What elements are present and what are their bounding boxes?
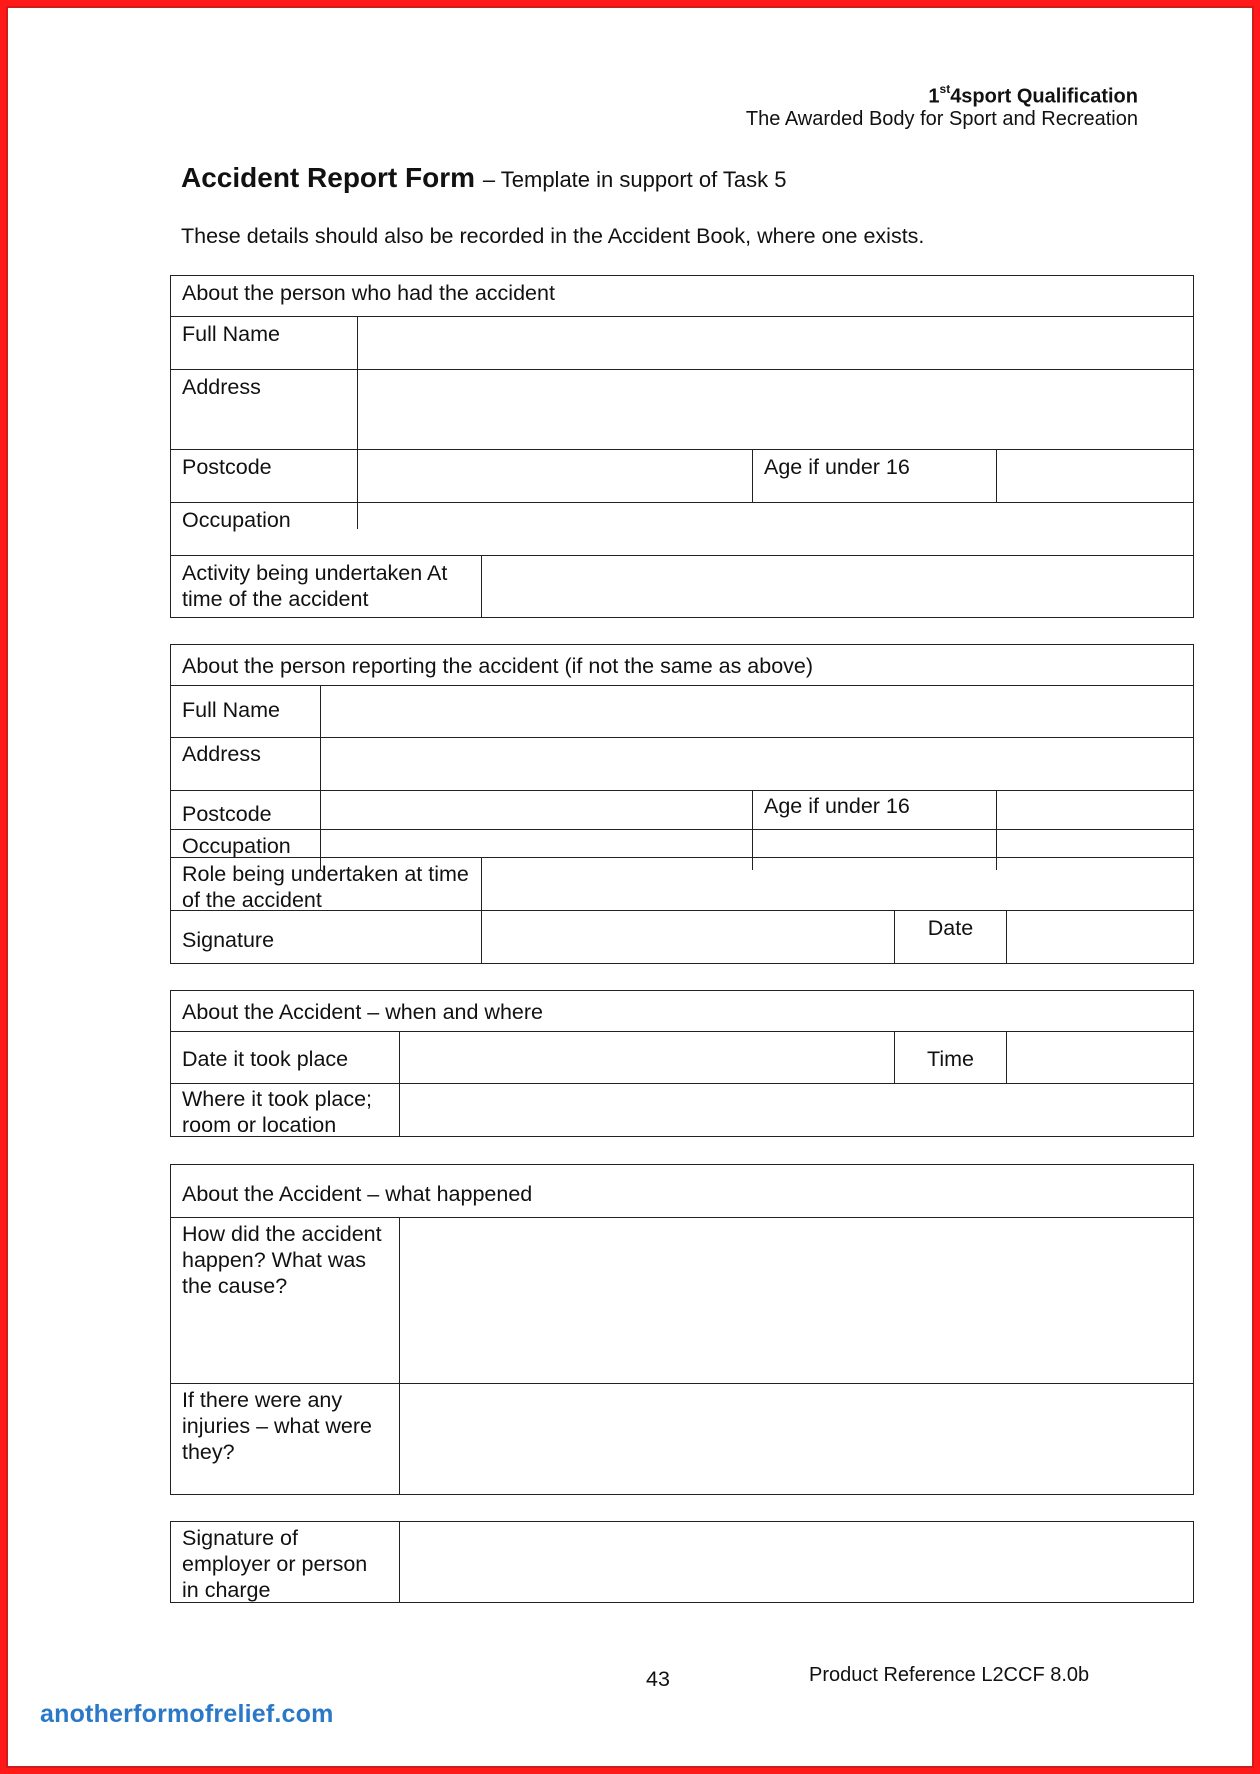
full-name-label: Full Name bbox=[182, 698, 280, 722]
postcode-field[interactable] bbox=[321, 791, 751, 829]
occupation-extra-field[interactable] bbox=[753, 830, 996, 856]
where-label: Where it took place; room or location bbox=[182, 1087, 373, 1136]
age-label: Age if under 16 bbox=[764, 455, 910, 479]
full-name-field[interactable] bbox=[358, 317, 1193, 369]
occupation-label: Occupation bbox=[182, 508, 291, 532]
employer-signature-field[interactable] bbox=[400, 1523, 1193, 1602]
how-label: How did the accident happen? What was the cause? bbox=[182, 1222, 382, 1298]
section-employer-signature bbox=[170, 1521, 1194, 1603]
injuries-field[interactable] bbox=[400, 1384, 1193, 1494]
age-label: Age if under 16 bbox=[764, 794, 910, 818]
section-heading: About the person reporting the accident (if not the same as above) bbox=[182, 654, 814, 678]
product-reference: Product Reference L2CCF 8.0b bbox=[809, 1664, 1090, 1686]
occupation-extra-field-2[interactable] bbox=[997, 830, 1193, 856]
postcode-label: Postcode bbox=[182, 802, 272, 826]
section-injured-person bbox=[170, 275, 1194, 618]
full-name-label: Full Name bbox=[182, 322, 280, 346]
age-field[interactable] bbox=[997, 791, 1193, 829]
address-label: Address bbox=[182, 742, 261, 766]
where-field[interactable] bbox=[400, 1084, 1193, 1136]
date-took-place-label: Date it took place bbox=[182, 1047, 349, 1071]
postcode-label: Postcode bbox=[182, 455, 272, 479]
how-field[interactable] bbox=[400, 1218, 1193, 1383]
occupation-label: Occupation bbox=[182, 834, 291, 858]
date-label: Date bbox=[927, 916, 974, 940]
age-field[interactable] bbox=[997, 450, 1193, 502]
section-what-happened bbox=[170, 1164, 1194, 1495]
activity-label: Activity being undertaken At time of the accident bbox=[182, 561, 448, 611]
section-heading: About the Accident – when and where bbox=[182, 1000, 543, 1024]
page-number: 43 bbox=[646, 1667, 670, 1691]
section-heading: About the Accident – what happened bbox=[182, 1182, 533, 1206]
section-when-where bbox=[170, 990, 1194, 1137]
full-name-field[interactable] bbox=[321, 686, 1193, 737]
section-reporting-person bbox=[170, 644, 1194, 964]
section-heading: About the person who had the accident bbox=[182, 281, 555, 305]
address-field[interactable] bbox=[358, 370, 1193, 448]
occupation-field[interactable] bbox=[321, 830, 751, 856]
role-field[interactable] bbox=[482, 858, 1193, 910]
role-label: Role being undertaken at time of the accident bbox=[182, 862, 469, 911]
date-took-place-field[interactable] bbox=[400, 1032, 894, 1082]
page-title: Accident Report Form – Template in support of Task 5 bbox=[181, 162, 787, 193]
employer-signature-label: Signature of employer or person in charge bbox=[182, 1526, 368, 1602]
date-field[interactable] bbox=[1007, 911, 1193, 963]
injuries-label: If there were any injuries – what were they? bbox=[182, 1388, 373, 1464]
watermark: anotherformofrelief.com bbox=[40, 1700, 334, 1728]
signature-label: Signature bbox=[182, 928, 275, 952]
org-name: 1st4sport Qualification bbox=[928, 82, 1138, 108]
signature-field[interactable] bbox=[482, 911, 894, 963]
occupation-field[interactable] bbox=[358, 503, 1193, 555]
activity-field[interactable] bbox=[482, 556, 1193, 616]
org-subtitle: The Awarded Body for Sport and Recreation bbox=[745, 108, 1138, 130]
intro-text: These details should also be recorded in the Accident Book, where one exists. bbox=[181, 224, 925, 248]
postcode-field[interactable] bbox=[358, 450, 752, 502]
time-field[interactable] bbox=[1007, 1032, 1193, 1082]
address-label: Address bbox=[182, 375, 261, 399]
time-label: Time bbox=[927, 1047, 974, 1071]
address-field[interactable] bbox=[321, 738, 1193, 789]
